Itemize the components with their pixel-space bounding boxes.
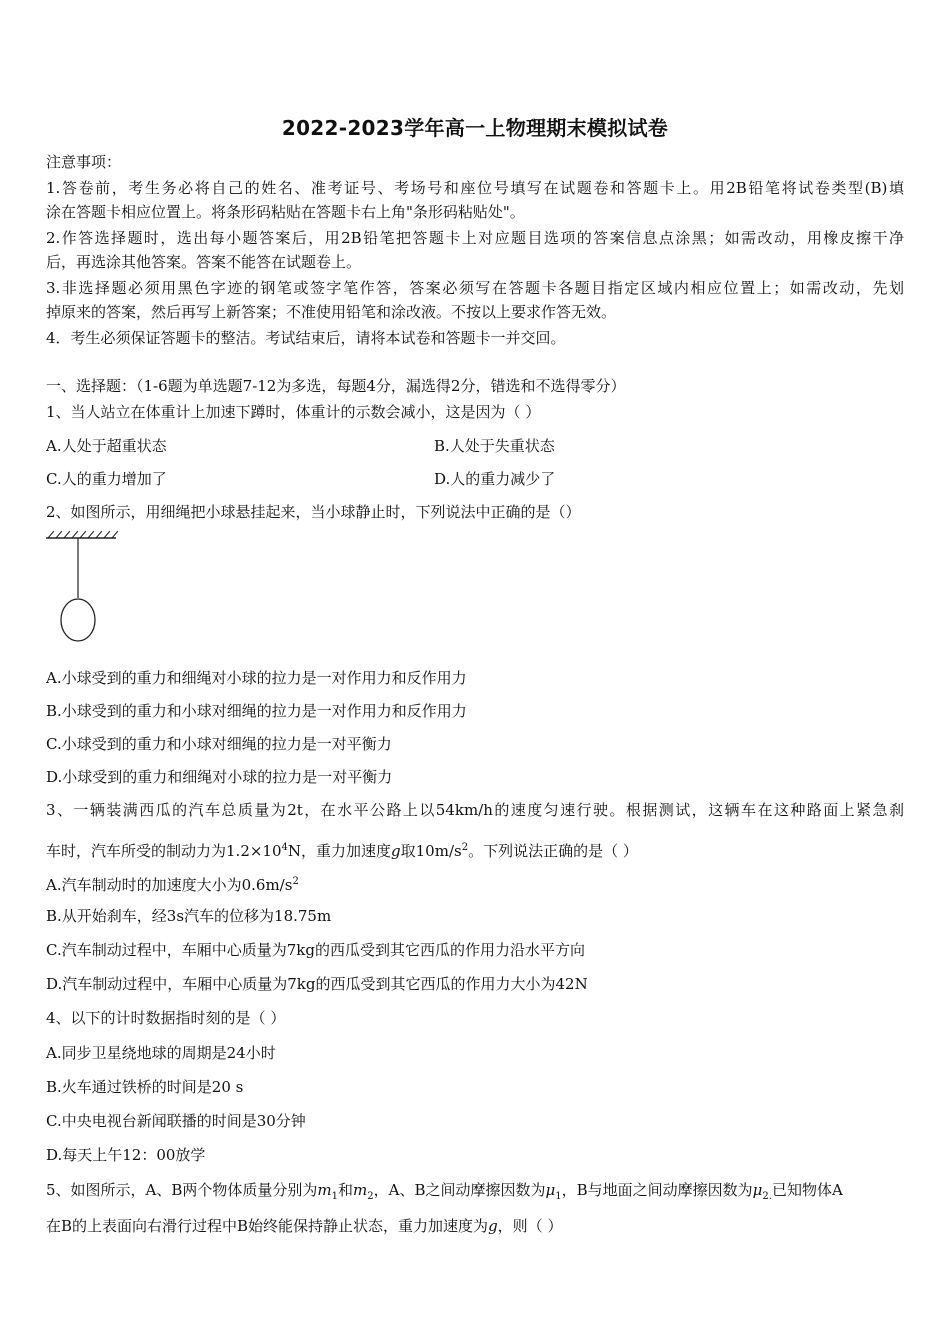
question-3-line-1: 3、一辆装满西瓜的汽车总质量为2t，在水平公路上以54km/h的速度匀速行驶。根据测试，这辆车在这种路面上紧急刹 bbox=[46, 801, 904, 819]
q1-option-c: C.人的重力增加了 bbox=[46, 470, 167, 488]
question-5-line-2: 在B的上表面向右滑行过程中B始终能保持静止状态，重力加速度为g，则（ ） bbox=[46, 1217, 563, 1235]
q3-option-d: D.汽车制动过程中，车厢中心质量为7kg的西瓜受到其它西瓜的作用力大小为42N bbox=[46, 975, 588, 993]
notice-line: 4．考生必须保证答题卡的整洁。考试结束后，请将本试卷和答题卡一并交回。 bbox=[46, 329, 566, 347]
notice-line: 涂在答题卡相应位置上。将条形码粘贴在答题卡右上角"条形码粘贴处"。 bbox=[46, 203, 525, 221]
notice-line: 2.作答选择题时，选出每小题答案后，用2B铅笔把答题卡上对应题目选项的答案信息点涂黑；如需改动，用橡皮擦干净 bbox=[46, 229, 904, 247]
question-1-stem: 1、当人站立在体重计上加速下蹲时，体重计的示数会减小，这是因为（ ） bbox=[46, 403, 541, 421]
notice-line: 1.答卷前，考生务必将自己的姓名、准考证号、考场号和座位号填写在试题卷和答题卡上。用2B铅笔将试卷类型(B)填 bbox=[46, 179, 904, 197]
question-3-line-2: 车时，汽车所受的制动力为$1.2\times 10^4N$，重力加速度g取$10m/s^2$。下列说法正确的是（ ） bbox=[46, 842, 638, 860]
q4-option-c: C.中央电视台新闻联播的时间是30分钟 bbox=[46, 1112, 306, 1130]
notice-line: 后，再选涂其他答案。答案不能答在试题卷上。 bbox=[46, 253, 362, 271]
q3-option-a: A.汽车制动时的加速度大小为$0.6m/s^2$ bbox=[46, 876, 299, 894]
ball-shape bbox=[61, 599, 95, 641]
notice-line: 掉原来的答案，然后再写上新答案；不准使用铅笔和涂改液。不按以上要求作答无效。 bbox=[46, 303, 617, 321]
notice-heading: 注意事项： bbox=[46, 153, 122, 171]
q4-option-d: D.每天上午12：00放学 bbox=[46, 1146, 206, 1164]
q3-option-c: C.汽车制动过程中，车厢中心质量为7kg的西瓜受到其它西瓜的作用力沿水平方向 bbox=[46, 941, 585, 959]
q1-option-d: D.人的重力减少了 bbox=[434, 470, 556, 488]
hanging-ball-figure bbox=[44, 528, 124, 648]
q1-option-b: B.人处于失重状态 bbox=[434, 437, 555, 455]
q2-option-b: B.小球受到的重力和小球对细绳的拉力是一对作用力和反作用力 bbox=[46, 702, 467, 720]
question-5-line-1: 5、如图所示，A、B两个物体质量分别为$m_1$和$m_2$，A、B之间动摩擦因数为$\mu_1$，B与地面之间动摩擦因数为$\mu_{2.}$已知物体A bbox=[46, 1181, 843, 1202]
page-title: 2022-2023学年高一上物理期末模拟试卷 bbox=[281, 116, 669, 140]
question-2-stem: 2、如图所示，用细绳把小球悬挂起来，当小球静止时，下列说法中正确的是（） bbox=[46, 503, 581, 521]
q2-option-a: A.小球受到的重力和细绳对小球的拉力是一对作用力和反作用力 bbox=[46, 669, 467, 687]
q4-option-b: B.火车通过铁桥的时间是20 s bbox=[46, 1078, 244, 1096]
q2-option-c: C.小球受到的重力和小球对细绳的拉力是一对平衡力 bbox=[46, 735, 392, 753]
q2-option-d: D.小球受到的重力和细绳对小球的拉力是一对平衡力 bbox=[46, 768, 393, 786]
q3-option-b: B.从开始刹车，经3s汽车的位移为18.75m bbox=[46, 907, 332, 925]
notice-line: 3.非选择题必须用黑色字迹的钢笔或签字笔作答，答案必须写在答题卡各题目指定区域内相应位置上；如需改动，先划 bbox=[46, 279, 904, 297]
q4-option-a: A.同步卫星绕地球的周期是24小时 bbox=[46, 1044, 276, 1062]
q1-option-a: A.人处于超重状态 bbox=[46, 437, 167, 455]
section-heading: 一、选择题：（1-6题为单选题7-12为多选，每题4分，漏选得2分，错选和不选得零分） bbox=[46, 377, 626, 395]
question-4-stem: 4、以下的计时数据指时刻的是（ ） bbox=[46, 1009, 286, 1027]
